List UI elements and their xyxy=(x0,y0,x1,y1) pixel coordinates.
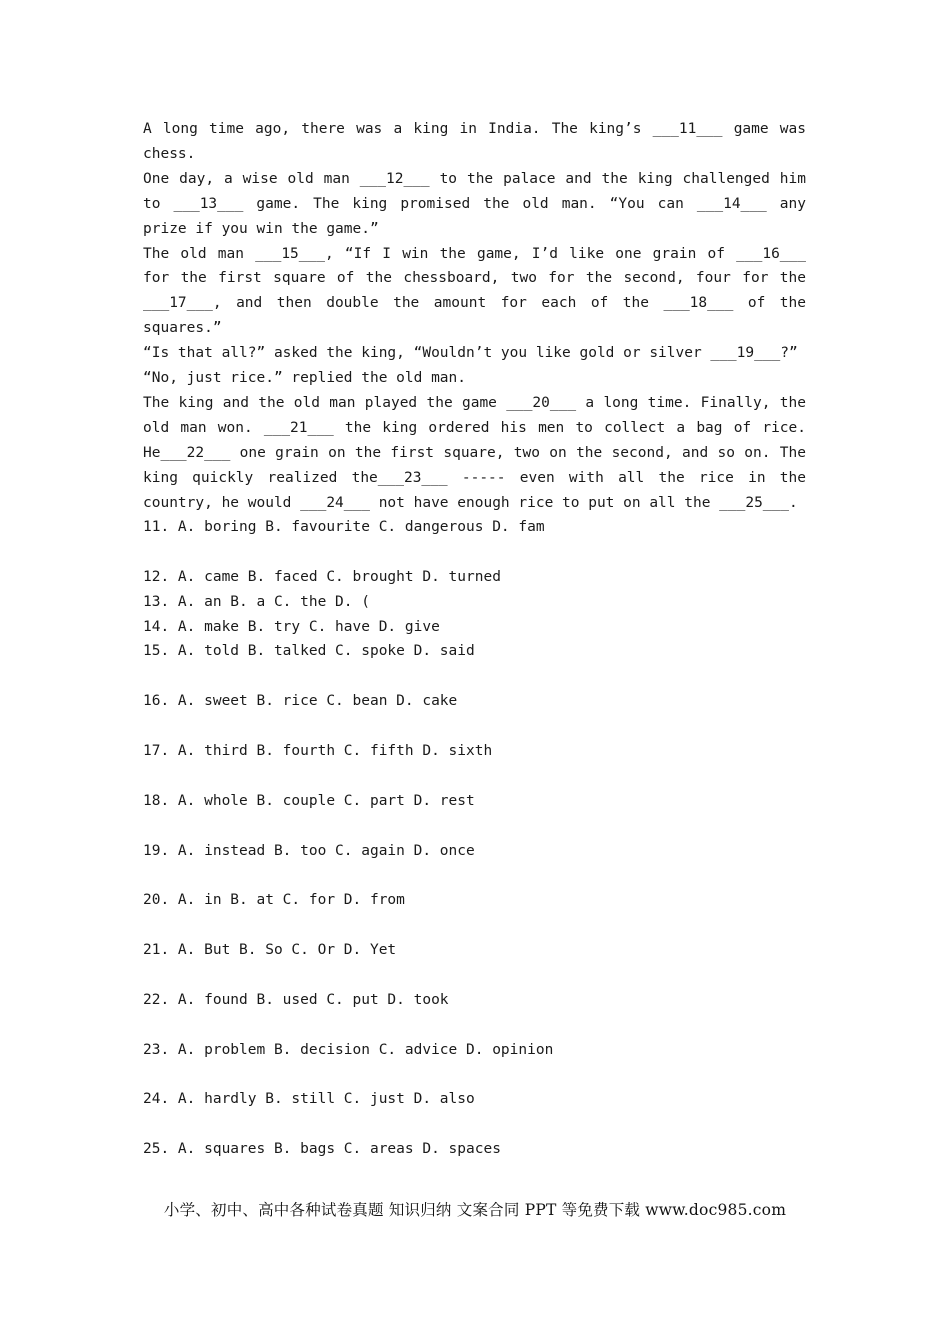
option-item-18: 18. A. whole B. couple C. part D. rest xyxy=(143,792,475,809)
option-item-21: 21. A. But B. So C. Or D. Yet xyxy=(143,942,397,959)
option-item-12: 12. A. came B. faced C. brought D. turned xyxy=(143,568,501,585)
passage-paragraph: “No, just rice.” replied the old man. xyxy=(143,370,467,387)
passage-paragraph: A long time ago, there was a king in India. The king’s ___11___ game was chess. xyxy=(143,121,806,162)
passage-paragraph: One day, a wise old man ___12___ to the palace and the king challenged him to ___13___ game. The king promised the old man. “You can ___14___ any prize if you win the game.” xyxy=(143,170,806,237)
passage-paragraph: The old man ___15___, “If I win the game, I’d like one grain of ___16___ for the first square of the chessboard, two for the second, four for the ___17___, and then double the amount for each of the ___18___ of the squares.” xyxy=(143,245,806,337)
option-item-19: 19. A. instead B. too C. again D. once xyxy=(143,842,475,859)
passage-paragraph: “Is that all?” asked the king, “Wouldn’t you like gold or silver ___19___?” xyxy=(143,345,798,362)
option-item-23: 23. A. problem B. decision C. advice D. opinion xyxy=(143,1041,554,1058)
option-item-25: 25. A. squares B. bags C. areas D. spaces xyxy=(143,1141,501,1158)
option-item-16: 16. A. sweet B. rice C. bean D. cake xyxy=(143,693,458,710)
footer-download-notice: 小学、初中、高中各种试卷真题 知识归纳 文案合同 PPT 等免费下载 www.doc985.com xyxy=(163,1201,787,1219)
reading-passage xyxy=(143,117,806,516)
option-item-20: 20. A. in B. at C. for D. from xyxy=(143,892,405,909)
option-item-22: 22. A. found B. used C. put D. took xyxy=(143,991,449,1008)
answer-options-list xyxy=(143,515,806,1162)
option-item-11: 11. A. boring B. favourite C. dangerous D. fam xyxy=(143,519,545,535)
option-item-17: 17. A. third B. fourth C. fifth D. sixth xyxy=(143,743,493,760)
passage-paragraph: The king and the old man played the game ___20___ a long time. Finally, the old man won. ___21___ the king ordered his men to collect a bag of rice. He___22___ one grain on the first square, two on the second, and so on. The king quickly realized the___23___ ----- even with all the rice in the country, he would ___24___ not have enough rice to put on all the ___25___. xyxy=(143,394,806,511)
option-item-13: 13. A. an B. a C. the D. ( xyxy=(143,593,370,610)
option-item-24: 24. A. hardly B. still C. just D. also xyxy=(143,1091,475,1108)
option-item-15: 15. A. told B. talked C. spoke D. said xyxy=(143,643,475,660)
option-item-14: 14. A. make B. try C. have D. give xyxy=(143,618,440,635)
